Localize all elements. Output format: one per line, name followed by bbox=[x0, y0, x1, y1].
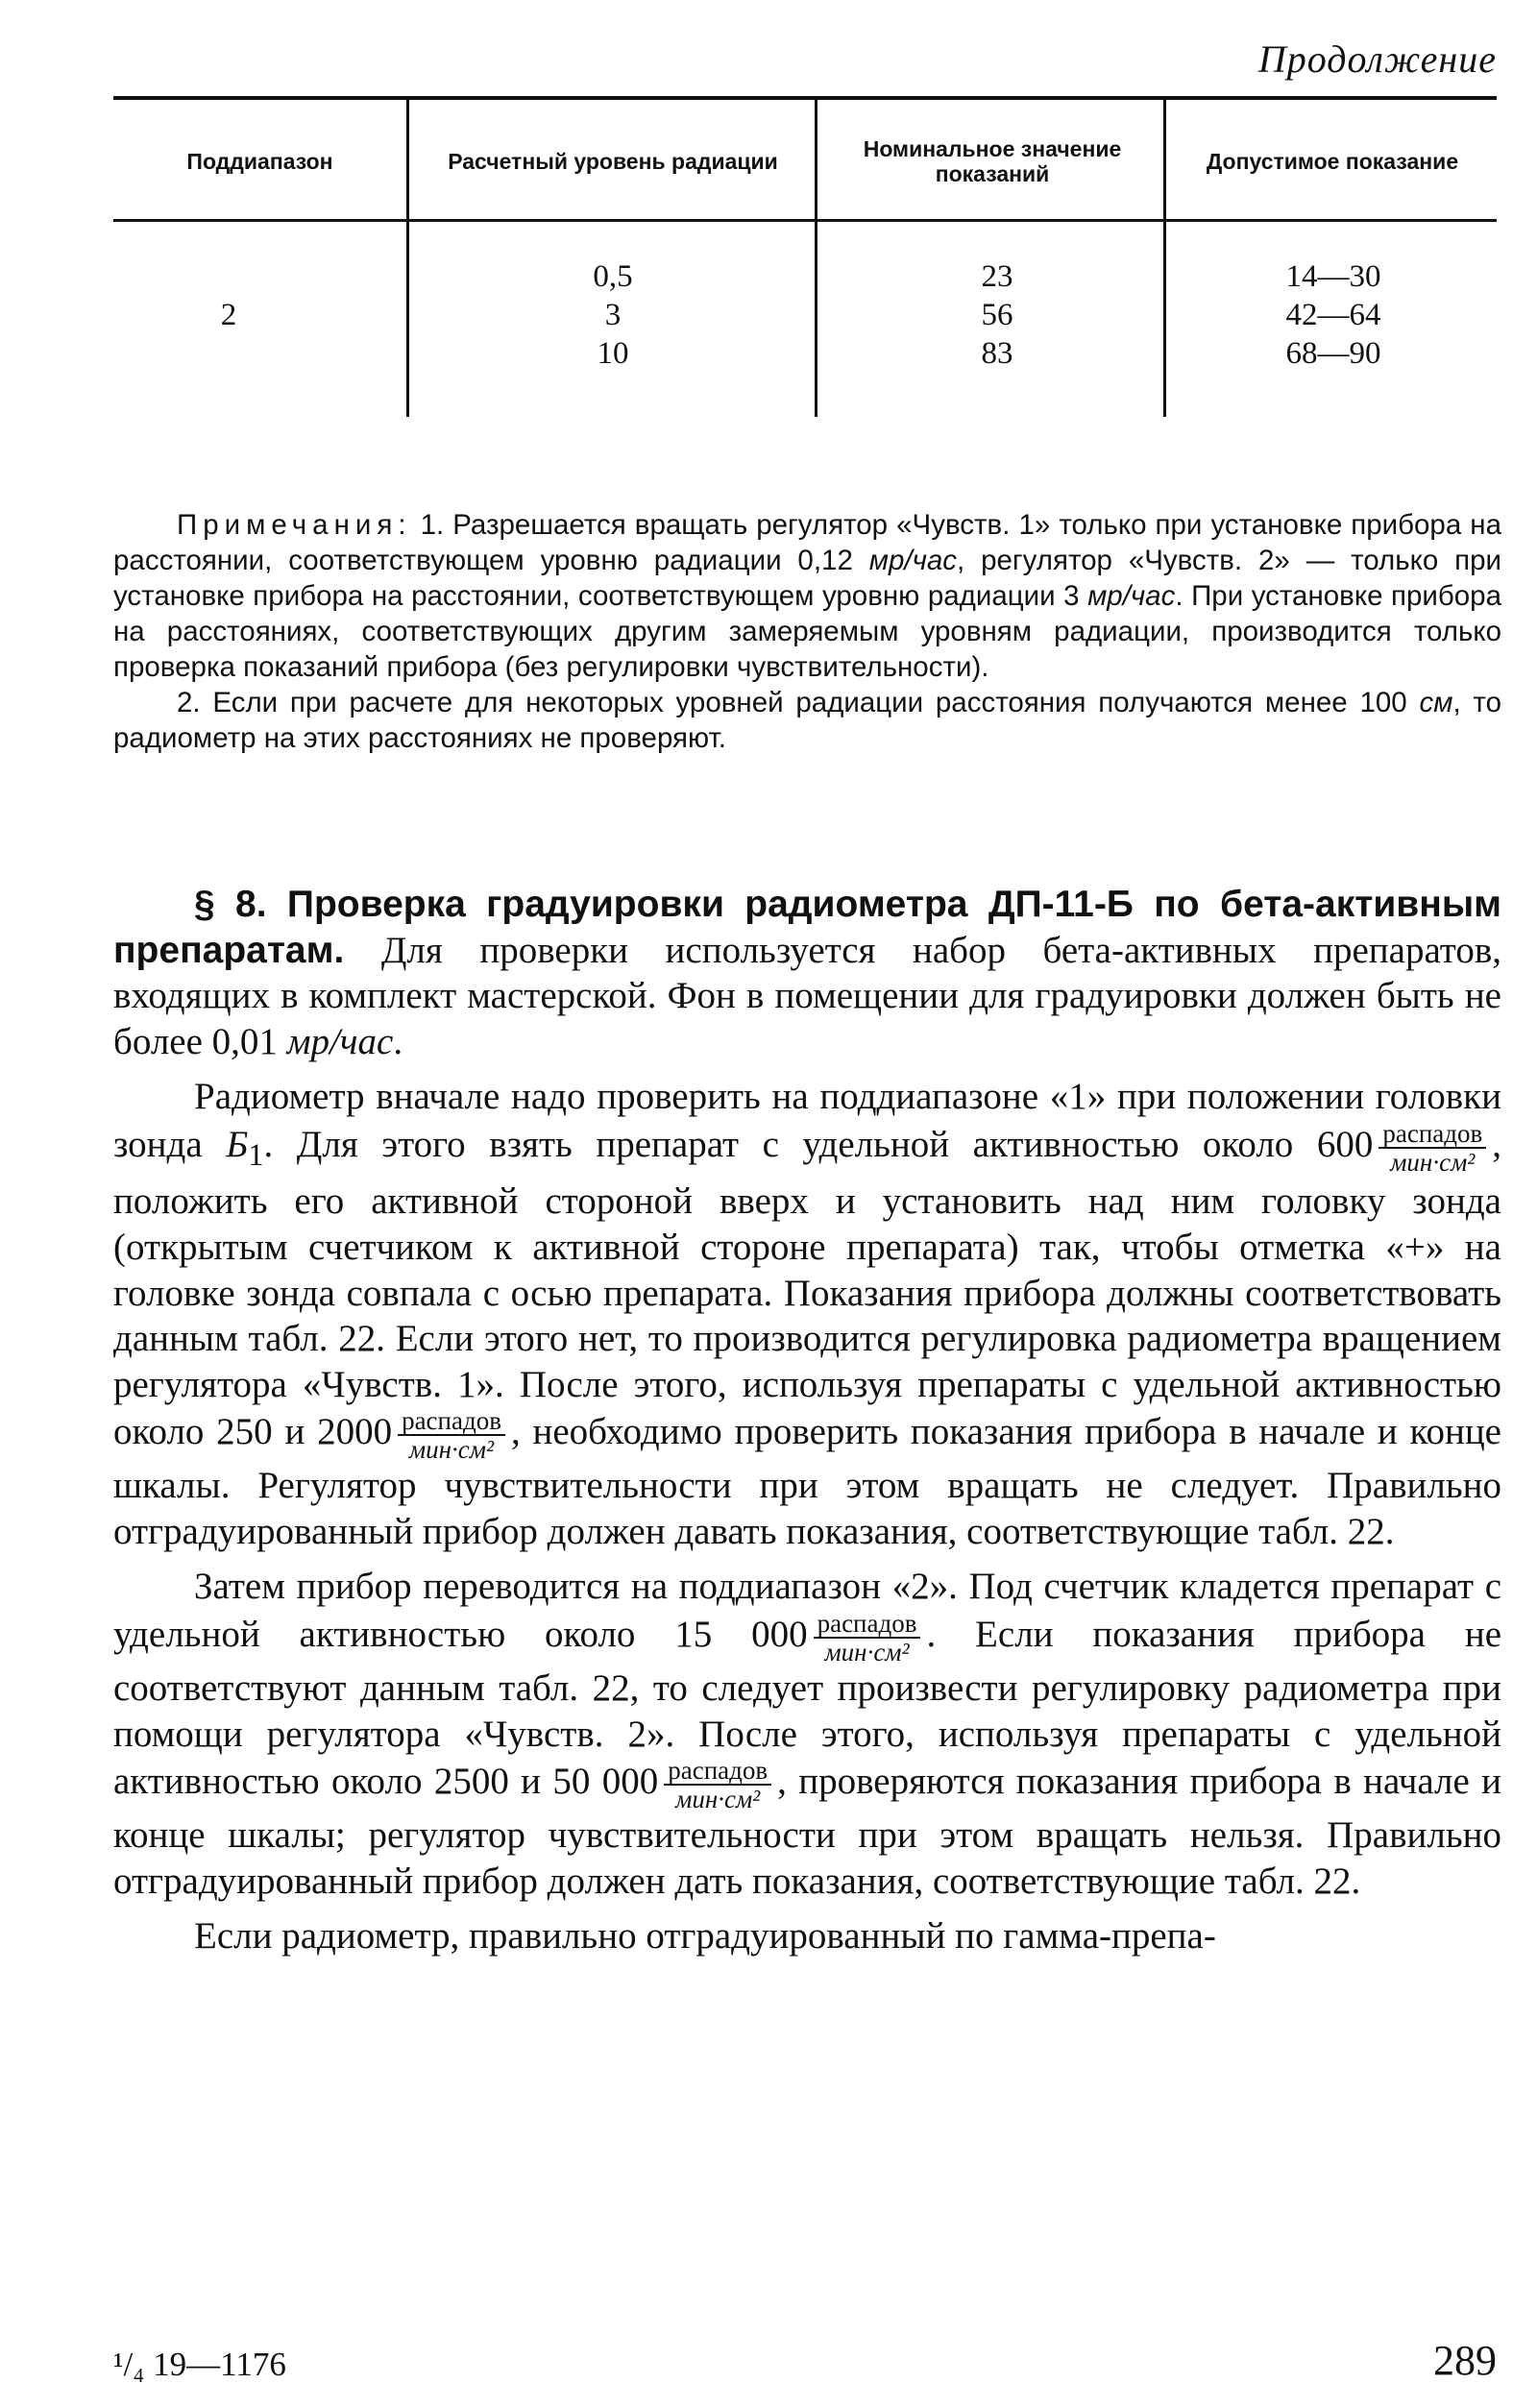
column-divider bbox=[406, 100, 409, 417]
table-cell-levels bbox=[498, 257, 728, 373]
unit-fraction: $\frac{\text{распадов}}{\text{мин·см²}}$ bbox=[814, 1610, 921, 1666]
section-heading: § 8. Проверка градуировки радиометра ДП-11-Б по бета-активным препаратам. bbox=[113, 884, 1501, 971]
level-value: 0,5 bbox=[593, 259, 633, 294]
column-divider bbox=[815, 100, 817, 417]
note-1: Примечания: 1. Разрешается вращать регулятор «Чувств. 1» только при установке прибора на расстоянии, соответствующем уровню радиации 0,12 мр/час, регулятор «Чувств. 2» — только при установке прибора на расстоянии, соответствующем уровню радиации 3 мр/час. При установке прибора на расстояниях, соответствующих другим замеряемым уровням радиации, производится только проверка показаний прибора (без регулировки чувствительности). bbox=[113, 509, 1502, 683]
column-header-subrange: Поддиапазон bbox=[186, 149, 333, 174]
continuation-label: Продолжение bbox=[1257, 37, 1497, 81]
unit-fraction: $\frac{\text{распадов}}{\text{мин·см²}}$ bbox=[398, 1407, 505, 1463]
column-header-level: Расчетный уровень радиации bbox=[448, 149, 778, 174]
page-number: 289 bbox=[1433, 2337, 1497, 2384]
note-2: 2. Если при расчете для некоторых уровней радиации расстояния получаются менее 100 см, то радиометр на этих расстояниях не проверяют. bbox=[113, 687, 1501, 754]
table-header-rule bbox=[113, 219, 1497, 222]
section-paragraph-1: § 8. Проверка градуировки радиометра ДП-11-Б по бета-активным препаратам. Для проверки используется набор бета-активных препаратов, входящих в комплект мастерской. Фон в помещении для градуировки должен быть не более 0,01 мр/час. bbox=[113, 884, 1501, 1062]
table-cell-subrange: 2 bbox=[220, 298, 237, 332]
allowed-value: 14—30 bbox=[1285, 259, 1381, 294]
section-paragraph-3: Затем прибор переводится на поддиапазон «2». Под счетчик кладется препарат с удельной активностью около 15 000 $\frac{\text{распадов}}{\text{мин·см²}}$ . Если показания прибора не соответствуют данным табл. 22, то следует произвести регулировку радиометра при помощи регулятора «Чувств. 2». После этого, используя препараты с удельной активностью около 2500 и 50 000 $\frac{\text{распадов}}{\text{мин·см²}}$ , проверяются показания прибора в начале и конце шкалы; регулятор чувствительности при этом вращать нельзя. Правильно отградуированный прибор должен дать показания, соответствующие табл. 22. bbox=[113, 1566, 1502, 1902]
table-cell-nominal bbox=[882, 257, 1112, 373]
column-header-allowed: Допустимое показание bbox=[1206, 149, 1459, 174]
level-value: 3 bbox=[604, 298, 622, 332]
table-cell-allowed bbox=[1218, 257, 1449, 373]
allowed-value: 68—90 bbox=[1285, 336, 1381, 371]
column-divider bbox=[1163, 100, 1166, 417]
notes-label: Примечания: bbox=[177, 509, 412, 541]
printer-signature: ¹/₄ 19—1176 bbox=[113, 2346, 286, 2383]
allowed-value: 42—64 bbox=[1285, 298, 1381, 332]
unit-fraction: $\frac{\text{распадов}}{\text{мин·см²}}$ bbox=[664, 1757, 771, 1812]
nominal-value: 56 bbox=[981, 298, 1013, 332]
nominal-value: 83 bbox=[981, 336, 1013, 371]
section-paragraph-2: Радиометр вначале надо проверить на поддиапазоне «1» при положении головки зонда $Б_1$. Для этого взять препарат с удельной активностью около 600 $\frac{\text{распадов}}{\text{мин·см²}}$ , положить его активной стороной вверх и установить над ним головку зонда (открытым счетчиком к активной стороне препарата) так, чтобы отметка «+» на головке зонда совпала с осью препарата. Показания прибора должны соответствовать данным табл. 22. Если этого нет, то производится регулировка радиометра вращением регулятора «Чувств. 1». После этого, используя препараты с удельной активностью около 250 и 2000 $\frac{\text{распадов}}{\text{мин·см²}}$ , необходимо проверить показания прибора в начале и конце шкалы. Регулятор чувствительности при этом вращать не следует. Правильно отградуированный прибор должен давать показания, соответствующие табл. 22. bbox=[113, 1076, 1501, 1552]
table-top-rule bbox=[113, 96, 1497, 100]
radiation-table bbox=[113, 96, 1497, 418]
column-header-nominal: Номинальное значение показаний bbox=[863, 136, 1122, 186]
table-notes bbox=[113, 507, 1501, 756]
nominal-value: 23 bbox=[981, 259, 1013, 294]
section-body bbox=[113, 882, 1501, 1969]
unit-fraction: $\frac{\text{распадов}}{\text{мин·см²}}$ bbox=[1378, 1120, 1486, 1176]
level-value: 10 bbox=[597, 336, 629, 371]
section-paragraph-4: Если радиометр, правильно отградуированный по гамма-препа- bbox=[194, 1915, 1216, 1958]
